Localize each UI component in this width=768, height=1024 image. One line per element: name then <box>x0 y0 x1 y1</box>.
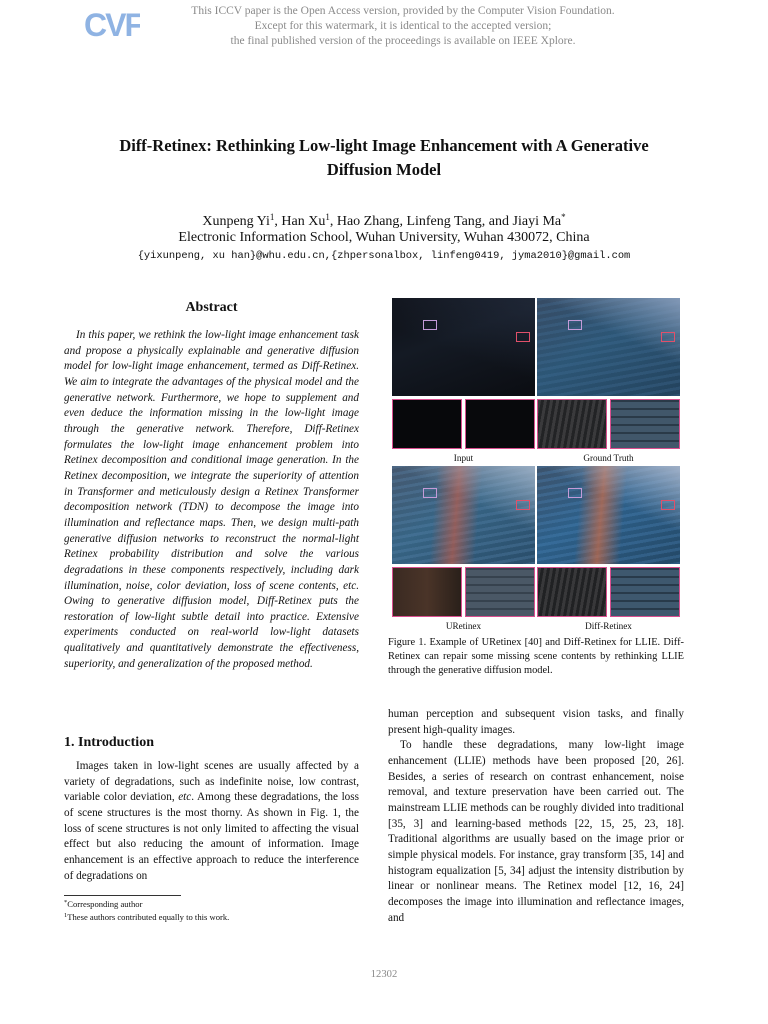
title-line: Diffusion Model <box>326 160 442 179</box>
figure-panel-diff-retinex <box>537 466 680 634</box>
title-line: Diff-Retinex: Rethinking Low-light Image Enhancement with A Generative <box>119 136 649 155</box>
author-mark: * <box>561 212 566 222</box>
author-emails: {yixunpeng, xu han}@whu.edu.cn,{zhpersonalbox, linfeng0419, jyma2010}@gmail.com <box>137 250 631 262</box>
author-mark: 1 <box>325 212 330 222</box>
diff-retinex-crop-left <box>537 567 607 617</box>
zoom-box-purple <box>568 320 582 330</box>
zoom-box-purple <box>423 488 437 498</box>
input-crop-right <box>465 399 535 449</box>
author-name: Jiayi Ma <box>512 214 562 229</box>
watermark-line: This ICCV paper is the Open Access version, provided by the Computer Vision Foundation. <box>191 5 615 17</box>
logo-mark: CVF <box>84 7 140 42</box>
footnote-text: These authors contributed equally to this work. <box>67 912 230 922</box>
footnote-divider <box>64 895 181 896</box>
watermark-line: the final published version of the proceedings is available on IEEE Xplore. <box>230 35 576 47</box>
abstract-heading: Abstract <box>185 300 238 315</box>
author-name: Hao Zhang <box>336 214 400 229</box>
figure-label: URetinex <box>445 621 482 631</box>
zoom-box-red <box>516 500 530 510</box>
figure-panel-input <box>392 298 535 466</box>
body-paragraph: To handle these degradations, many low-light image enhancement (LLIE) methods have been proposed [20, 26]. Besides, a series of research on contrast enhancement, noise removal, and texture preservation have been carried out. The mainstream LLIE methods can be roughly divided into traditional [35, 3] and learning-based methods [22, 15, 25, 23, 18]. Traditional algorithms are usually based on the image prior or simple physical models. For instance, gray transform [35, 14] and histogram equalization [5, 34] adjust the intensity distribution by linear or nonlinear means. The Retinex model [12, 16, 24] decomposes the image into illumination and reflectance images, and <box>388 739 684 924</box>
body-paragraph: human perception and subsequent vision tasks, and finally present high-quality images. <box>388 708 684 736</box>
author-separator: , <box>329 214 337 229</box>
watermark-line: Except for this watermark, it is identical to the accepted version; <box>254 20 552 32</box>
intro-text-italic: etc <box>178 791 192 804</box>
footnote-corresponding <box>64 897 359 910</box>
zoom-box-red <box>661 500 675 510</box>
page-number: 12302 <box>370 969 398 980</box>
affiliation: Electronic Information School, Wuhan University, Wuhan 430072, China <box>178 230 590 245</box>
intro-text: . Among these degradations, the loss of scene structures is the most thorny. As shown in Fig. 1, the loss of scene structures is not only limited to affecting the visual effect but also reducing the amount of information. Image enhancement is an effective approach to reduce the interference of degradations on <box>64 791 359 882</box>
uretinex-crop-right <box>465 567 535 617</box>
right-column-text <box>388 707 684 926</box>
footnote-mark: 1 <box>64 912 68 919</box>
figure-1 <box>392 298 680 634</box>
author-name: Linfeng Tang <box>406 214 482 229</box>
section-heading-introduction: 1. Introduction <box>64 735 154 750</box>
paper-title <box>60 134 708 182</box>
footnote-mark: * <box>64 899 68 906</box>
abstract-text: In this paper, we rethink the low-light image enhancement task and propose a physically explainable and generative diffusion model for low-light image enhancement, termed as Diff-Retinex. We aim to integrate the advantages of the physical model and the generative network. Furthermore, we hope to supplement and even deduce the information missing in the low-light image through the generative network. Therefore, Diff-Retinex formulates the low-light image enhancement problem into Retinex decomposition and conditional image generation. In the Retinex decomposition, we integrate the superiority of attention in Transformer and meticulously design a Retinex Transformer decomposition network (TDN) to decompose the image into illumination and reflectance maps. Then, we design multi-path generative diffusion networks to reconstruct the normal-light Retinex probability distribution and solve the various degradations in these components respectively, including dark illumination, noise, color deviation, loss of scene contents, etc. Owing to generative diffusion model, Diff-Retinex puts the restoration of low-light subtle detail into practice. Extensive experiments conducted on real-world low-light datasets qualitatively and quantitatively demonstrate the effectiveness, superiority, and generalization of the proposed method. <box>64 329 359 670</box>
watermark <box>150 4 656 49</box>
footnote-text: Corresponding author <box>67 899 143 909</box>
diff-retinex-crop-right <box>610 567 680 617</box>
author-separator: , <box>274 214 282 229</box>
figure-panel-ground-truth <box>537 298 680 466</box>
input-image <box>392 298 535 396</box>
zoom-box-purple <box>423 320 437 330</box>
ground-truth-image <box>537 298 680 396</box>
zoom-box-red <box>516 332 530 342</box>
uretinex-image <box>392 466 535 564</box>
figure-label: Diff-Retinex <box>585 621 632 631</box>
author-separator: , <box>399 214 407 229</box>
zoom-box-purple <box>568 488 582 498</box>
diff-retinex-image <box>537 466 680 564</box>
figure-caption: Figure 1. Example of URetinex [40] and Diff-Retinex for LLIE. Diff-Retinex can repair some missing scene contents by rethinking LLIE through the generative diffusion model. <box>388 637 684 676</box>
uretinex-crop-left <box>392 567 462 617</box>
footnotes <box>64 897 359 923</box>
author-name: Han Xu <box>281 214 326 229</box>
ground-truth-crop-right <box>610 399 680 449</box>
ground-truth-crop-left <box>537 399 607 449</box>
cvf-logo-icon <box>84 6 140 42</box>
introduction-paragraph <box>64 759 359 884</box>
author-separator: , and <box>481 214 513 229</box>
author-mark: 1 <box>269 212 275 222</box>
footnote-equal-contribution <box>64 910 359 923</box>
cvf-logo <box>84 6 140 42</box>
figure-label: Input <box>453 453 474 463</box>
figure-panel-uretinex <box>392 466 535 634</box>
zoom-box-red <box>661 332 675 342</box>
input-crop-left <box>392 399 462 449</box>
figure-label: Ground Truth <box>583 453 634 463</box>
author-name: Xunpeng Yi <box>202 214 270 229</box>
intro-text: Images taken in low-light scenes are usually affected by a variety of degradations, such as indefinite noise, low contrast, variable color deviation, <box>64 760 359 804</box>
